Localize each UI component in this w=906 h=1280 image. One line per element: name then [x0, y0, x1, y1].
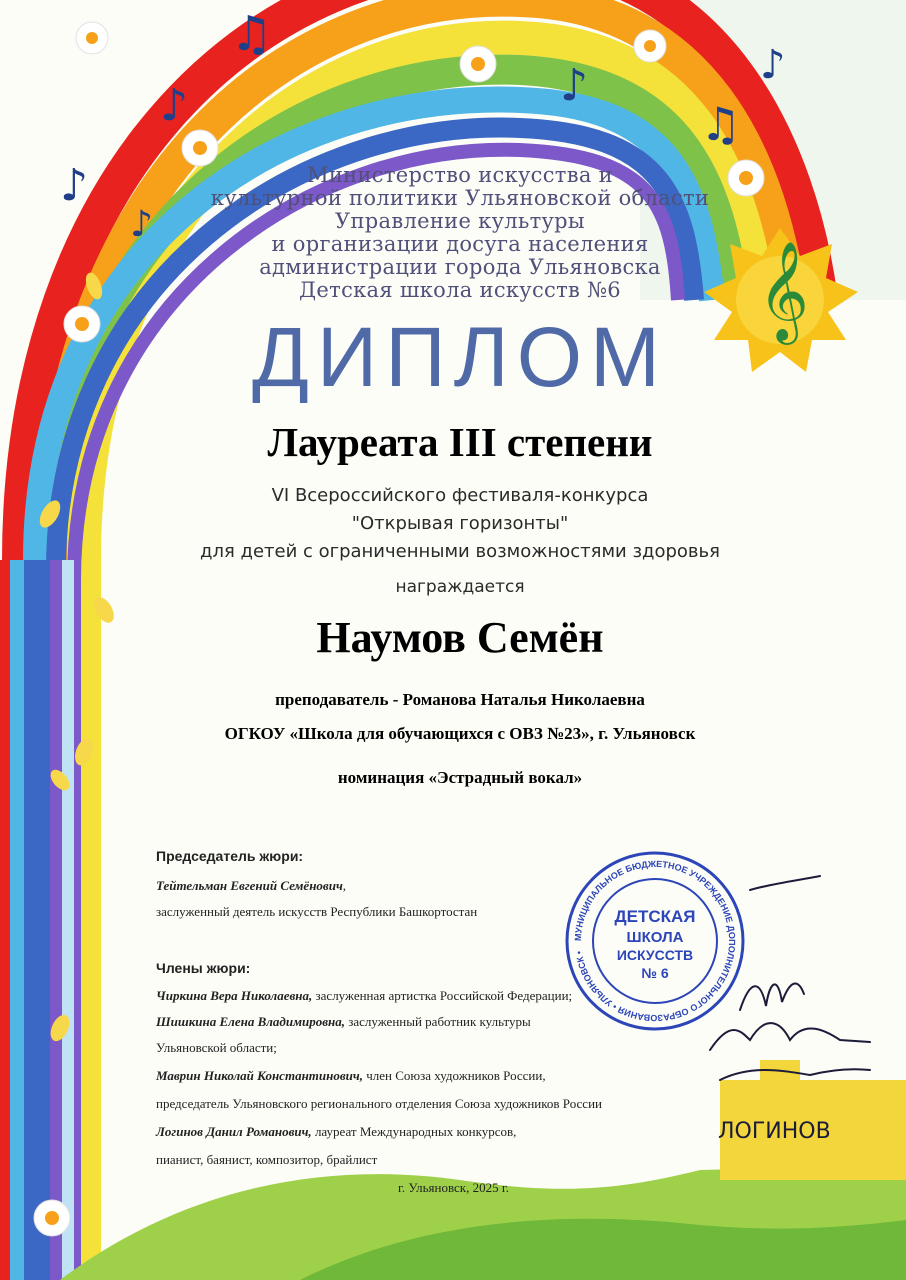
- jury-member-desc: пианист, баянист, композитор, брайлист: [156, 1152, 378, 1167]
- treble-clef-icon: 𝄞: [758, 241, 809, 341]
- jury-member-desc: лауреат Международных конкурсов,: [311, 1124, 517, 1139]
- svg-text:♪: ♪: [130, 204, 153, 245]
- signature-stroke: [710, 1023, 870, 1050]
- diploma-title: ДИПЛОМ: [251, 310, 669, 404]
- nomination-line: номинация «Эстрадный вокал»: [337, 768, 583, 787]
- jury-chair-heading: Председатель жюри:: [156, 848, 304, 864]
- org-line-4: и организации досуга населения: [271, 232, 649, 256]
- org-line-2: культурной политики Ульяновской области: [210, 186, 710, 210]
- jury-member-desc: председатель Ульяновского регионального отделения Союза художников России: [156, 1096, 602, 1111]
- svg-text:♪: ♪: [560, 60, 589, 111]
- signature-stroke: [750, 876, 820, 890]
- jury-member-desc: заслуженный работник культуры: [345, 1014, 531, 1029]
- recipient-name: Наумов Семён: [316, 613, 604, 662]
- jury-member-line: [156, 1096, 602, 1112]
- jury-member-line: [156, 988, 572, 1004]
- laureate-degree: Лауреата III степени: [267, 419, 653, 465]
- signature-text: ЛОГИНОВ: [718, 1119, 831, 1144]
- jury-member-name: Чиркина Вера Николаевна,: [156, 988, 313, 1003]
- signatures: [600, 870, 890, 1160]
- jury-member-name: Маврин Николай Константинович,: [156, 1068, 363, 1083]
- place-date: г. Ульяновск, 2025 г.: [398, 1180, 509, 1195]
- org-line-5: администрации города Ульяновска: [259, 255, 661, 279]
- stamp-center-line: № 6: [641, 965, 669, 981]
- jury-member-desc: член Союза художников России,: [362, 1068, 546, 1083]
- stamp-center-line: ДЕТСКАЯ: [614, 907, 696, 926]
- svg-text:♪: ♪: [60, 160, 89, 211]
- jury-member-line: [156, 1014, 531, 1030]
- svg-text:♫: ♫: [700, 97, 742, 151]
- jury-member-line: [156, 1152, 377, 1168]
- jury-member-line: [156, 1124, 516, 1140]
- jury-chair-name: Тейтельман Евгений Семёнович: [156, 878, 343, 893]
- school-line: ОГКОУ «Школа для обучающихся с ОВЗ №23», г. Ульяновск: [224, 724, 696, 743]
- jury-members-heading: Члены жюри:: [156, 960, 251, 976]
- festival-line-3: для детей с ограниченными возможностями здоровья: [200, 541, 720, 562]
- svg-text:♪: ♪: [760, 42, 786, 88]
- svg-text:♫: ♫: [230, 6, 274, 62]
- festival-line-1: VI Всероссийского фестиваля-конкурса: [271, 485, 649, 506]
- jury-member-line: [156, 1068, 546, 1084]
- jury-member-desc: заслуженная артистка Российской Федерации;: [312, 988, 573, 1003]
- org-line-1: Министерство искусства и: [307, 163, 613, 187]
- jury-chair-name-line: Тейтельман Евгений Семёнович,: [156, 878, 347, 893]
- festival-line-2: "Открывая горизонты": [351, 513, 569, 534]
- stamp-ring-text: МУНИЦИПАЛЬНОЕ БЮДЖЕТНОЕ УЧРЕЖДЕНИЕ ДОПОЛНИТЕЛЬНОГО ОБРАЗОВАНИЯ • УЛЬЯНОВСК •: [572, 858, 738, 1024]
- svg-text:♪: ♪: [160, 80, 189, 131]
- teacher-line: преподаватель - Романова Наталья Николаевна: [275, 690, 645, 709]
- jury-member-line: [156, 1040, 277, 1056]
- org-line-3: Управление культуры: [335, 209, 585, 233]
- jury-chair-title: заслуженный деятель искусств Республики Башкортостан: [156, 904, 478, 919]
- jury-member-name: Шишкина Елена Владимировна,: [156, 1014, 345, 1029]
- jury-member-name: Логинов Данил Романович,: [156, 1124, 312, 1139]
- signature-stroke: [740, 984, 804, 1010]
- stamp-center-line: ШКОЛА: [626, 929, 684, 946]
- awarded-label: награждается: [395, 577, 525, 597]
- org-line-6: Детская школа искусств №6: [299, 278, 621, 302]
- stamp-center-line: ИСКУССТВ: [616, 947, 694, 963]
- jury-member-desc: Ульяновской области;: [156, 1040, 277, 1055]
- signature-stroke: [720, 1069, 870, 1080]
